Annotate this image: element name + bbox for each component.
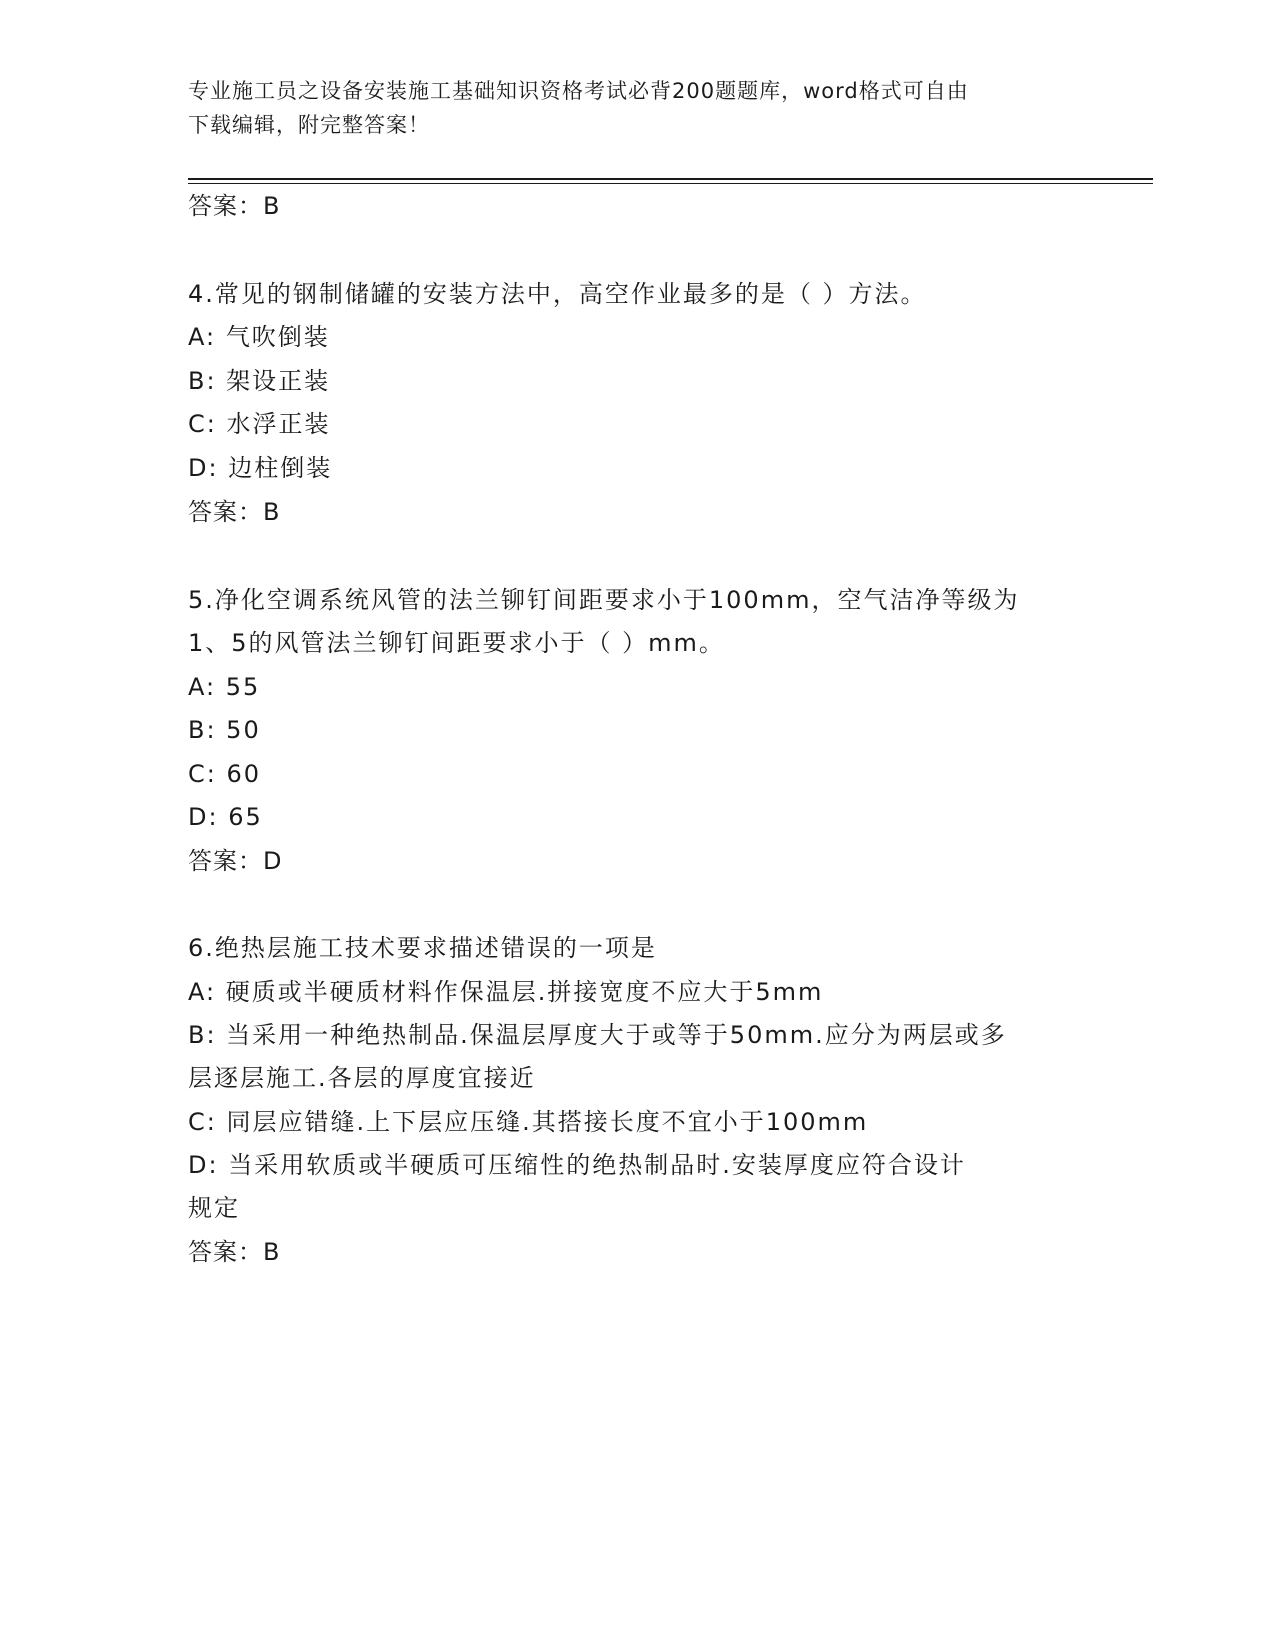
- q5-option-a: A: 55: [188, 673, 261, 701]
- q5-option-c: C: 60: [188, 760, 262, 788]
- q5-stem-line-2: 1、5的风管法兰铆钉间距要求小于（ ）mm。: [188, 629, 725, 657]
- header-divider-thick: [188, 178, 1153, 180]
- q4-answer: 答案：B: [188, 498, 281, 526]
- q6-option-a: A: 硬质或半硬质材料作保温层.拼接宽度不应大于5mm: [188, 978, 824, 1006]
- q6-option-b-line-2: 层逐层施工.各层的厚度宜接近: [188, 1064, 536, 1092]
- q5-option-d: D: 65: [188, 803, 263, 831]
- q5-stem-line-1: 5.净化空调系统风管的法兰铆钉间距要求小于100mm，空气洁净等级为: [188, 586, 1020, 614]
- q6-stem: 6.绝热层施工技术要求描述错误的一项是: [188, 934, 657, 962]
- previous-answer: 答案：B: [188, 192, 281, 220]
- q4-option-c: C: 水浮正装: [188, 410, 331, 438]
- q5-option-b: B: 50: [188, 716, 261, 744]
- q4-option-a: A: 气吹倒装: [188, 323, 330, 351]
- q6-option-d-line-2: 规定: [188, 1194, 240, 1222]
- q6-option-d-line-1: D: 当采用软质或半硬质可压缩性的绝热制品时.安装厚度应符合设计: [188, 1151, 966, 1179]
- header-line-1: 专业施工员之设备安装施工基础知识资格考试必背200题题库，word格式可自由: [188, 79, 969, 103]
- q4-option-b: B: 架设正装: [188, 367, 331, 395]
- q5-answer: 答案：D: [188, 847, 283, 875]
- q6-answer: 答案：B: [188, 1238, 281, 1266]
- q4-stem: 4.常见的钢制储罐的安装方法中，高空作业最多的是（ ）方法。: [188, 280, 927, 308]
- q6-option-c: C: 同层应错缝.上下层应压缝.其搭接长度不宜小于100mm: [188, 1108, 869, 1136]
- q4-option-d: D: 边柱倒装: [188, 454, 333, 482]
- document-header: [188, 74, 1068, 142]
- header-divider-thin: [188, 183, 1153, 184]
- header-line-2: 下载编辑，附完整答案！: [188, 113, 430, 137]
- q6-option-b-line-1: B: 当采用一种绝热制品.保温层厚度大于或等于50mm.应分为两层或多: [188, 1021, 1007, 1049]
